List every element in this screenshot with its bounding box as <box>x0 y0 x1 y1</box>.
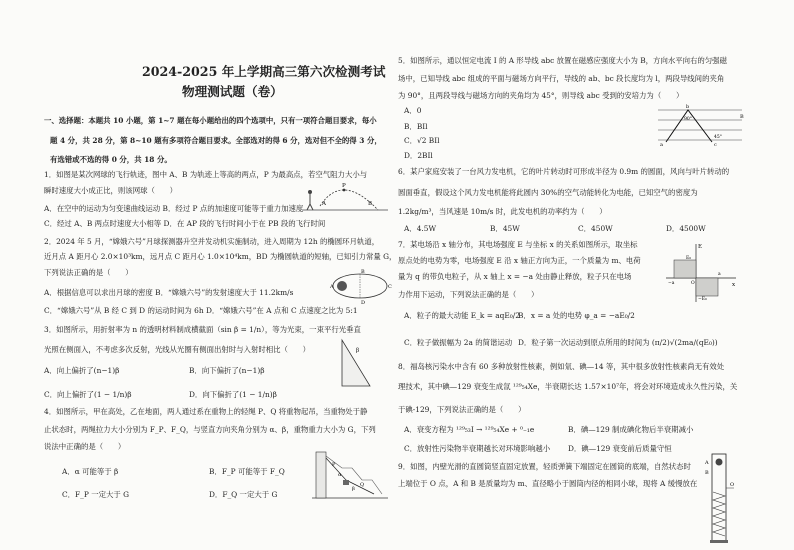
q2-stem-line1: 2．2024 年 5 月，“嫦娥六号”月球探测器升空并发动机实施制动，进入周期为 12h 的椭圆环月轨道， <box>44 237 380 246</box>
q3-stem-line2: 光照在侧面入，不考虑多次反射，光线从光圈有侧面出射时与入射时相比（ ） <box>44 345 311 354</box>
player-icon <box>307 190 313 210</box>
e-field-graph-figure <box>660 240 738 306</box>
fig1-label-p: P <box>342 183 346 189</box>
prism-figure <box>336 338 376 388</box>
q2-options-row2: C．“嫦娥六号”从 B 经 C 到 D 的运动时间为 6h D．“嫦娥六号”在 A 点和 C 点速度之比为 5:1 <box>44 306 358 315</box>
q7-stem-line2: 原点处的电势为零，电场强度 E 沿 x 轴正方向为正，一个质量为 m、电荷 <box>398 256 641 265</box>
q8-stem-line1: 8．福岛核污染水中含有 60 多种放射性核素，例如氚、碘—14 等，其中很多放射性核素尚无有效处 <box>398 362 725 371</box>
fig7-e0: E₀ <box>686 256 692 261</box>
q7-stem-line1: 7．某电场沿 x 轴分布，其电场强度 E 与坐标 x 的关系如图所示，取坐标 <box>398 240 638 249</box>
q6-stem-line1: 6．某户家庭安装了一台风力发电机，它的叶片转动时可形成半径为 0.9m 的圆面，风向与叶片转动的 <box>398 167 730 176</box>
fig5-angle-90: 90° <box>684 117 692 122</box>
q1-stem-line1: 1．如图是某次网球的飞行轨迹，图中 A、B 为轨迹上等高的两点，P 为最高点，若空气阻力大小与 <box>44 170 368 179</box>
section1-line3: 有选错或不选的得 0 分，共 18 分。 <box>50 155 172 164</box>
fig4-label-p: P <box>332 462 336 468</box>
q5-option-d: D．2BIl <box>404 151 433 160</box>
q7-option-c: C．粒子做振幅为 2a 的简谐运动 <box>404 338 513 347</box>
exam-subtitle: 物理测试题（卷） <box>182 84 283 99</box>
fig4-label-q: Q <box>360 482 365 488</box>
q2-stem-line3: 下列说法正确的是（ ） <box>44 268 133 277</box>
q4-stem-line2: 止状态时，两绳拉力大小分别为 F_P、F_Q，与竖直方向夹角分别为 α、β，重物重力大小为 G，下列 <box>44 425 376 434</box>
lifting-figure <box>312 450 388 500</box>
spring-tube-figure <box>704 452 736 544</box>
q4-stem-line1: 4．如图所示，甲在高处，乙在地面，两人通过系在重物上的轻绳 P、Q 将重物起吊，当重物处于静 <box>44 407 368 416</box>
q8-stem-line3: 于碘-129，下列说法正确的是（ ） <box>398 405 526 414</box>
fig2-label-c: C <box>388 284 392 290</box>
q8-option-b: B．碘—129 制成碘化物后半衰期减小 <box>568 425 694 434</box>
q2-options-row1: A．根据信息可以求出月球的密度 B．“嫦娥六号”的发射速度大于 11.2km/s <box>44 288 294 297</box>
q2-stem-line2: 近月点 A 距月心 2.0×10³km，远月点 C 距月心 1.0×10⁴km，BD 为椭圆轨道的短轴，已知引力常量 G， <box>44 252 397 261</box>
q7-stem-line4: 力作用下运动，下列说法正确的是（ ） <box>398 290 539 299</box>
q6-option-b: B．45W <box>490 224 520 233</box>
q5-option-b: B．BIl <box>404 122 428 131</box>
q5-stem-line2: 场中，已知导线 abc 组成的平面与磁场方向平行，导线的 ab、bc 段长度均为 l，两段导线间的夹角 <box>398 74 725 83</box>
q3-option-a: A．向上偏折了(n−1)β <box>44 366 120 375</box>
fig3-beta: β <box>356 348 360 354</box>
lunar-orbit-figure <box>330 269 392 306</box>
fig5-angle-45: 45° <box>714 135 722 140</box>
fig5-label-a: a <box>660 142 663 148</box>
q7-option-b: B．x = a 处的电势 φ_a = −aE₀/2 <box>518 311 635 320</box>
fig1-label-b: B <box>368 201 373 207</box>
fig7-axis-e: E <box>698 244 703 250</box>
q1-options-row2: C．经过 A、B 两点时速度大小相等 D．在 AP 段的飞行时间小于在 PB 段的飞行时间 <box>44 219 326 228</box>
q3-option-d: D．向下偏折了(1 − 1/n)β <box>189 390 277 399</box>
q4-option-b: B．F_P 可能等于 F_Q <box>209 467 285 476</box>
q6-option-d: D．4500W <box>666 224 706 233</box>
exam-title: 2024-2025 年上学期高三第六次检测考试 <box>142 64 386 79</box>
q3-option-b: B．向下偏折了(n−1)β <box>189 366 265 375</box>
fig9-label-b: B <box>705 470 709 476</box>
fig4-label-beta: β <box>352 486 355 492</box>
q9-stem-line2: 上端位于 O 点，A 和 B 是质量均为 m、直径略小于圆筒内径的相同小球，现将 A 缓慢放在 <box>398 479 698 488</box>
q1-options-row1: A．在空中的运动为匀变速曲线运动 B．经过 P 点的加速度可能等于重力加速度 <box>44 204 304 213</box>
fig7-a: a <box>718 272 721 277</box>
q5-option-a: A．0 <box>404 106 422 115</box>
q9-stem-line1: 9．如图，内壁光滑的直圆筒竖直固定放置，轻质弹簧下端固定在圆筒的底端，自然状态时 <box>398 462 691 471</box>
fig5-label-field: B <box>740 114 744 120</box>
fig4-label-alpha: α <box>338 472 342 478</box>
fig7-origin: O <box>691 281 695 286</box>
q4-option-d: D．F_Q 一定大于 G <box>209 490 278 499</box>
q7-option-a: A．粒子的最大动能 E_k = aqE₀/2 <box>404 311 520 320</box>
fig2-label-b: B <box>361 269 365 275</box>
q4-stem-line3: 说法中正确的是（ ） <box>44 442 126 451</box>
fig7-axis-x: x <box>732 282 736 288</box>
q4-option-a: A．α 可能等于 β <box>62 467 119 476</box>
q8-option-c: C．放射性污染物半衰期越长对环境影响越小 <box>404 444 551 453</box>
q6-option-a: A．4.5W <box>404 224 437 233</box>
fig2-label-a: A <box>330 284 334 290</box>
section1-line1: 一、选择题：本题共 10 小题，第 1~7 题在每小题给出的四个选项中，只有一项符合题目要求，每小 <box>44 116 377 125</box>
fig2-label-d: D <box>361 300 366 306</box>
q5-option-c: C．√2 BIl <box>404 136 440 145</box>
q4-option-c: C．F_P 一定大于 G <box>62 490 130 499</box>
q8-option-a: A．衰变方程为 ¹²⁹₅₃I → ¹²⁹₅₄Xe + ⁰₋₁e <box>404 425 535 434</box>
q8-option-d: D．碘—129 衰变前后质量守恒 <box>568 444 672 453</box>
fig7-neg-e0: −E₀ <box>698 297 707 302</box>
q7-option-d: D．粒子第一次运动到原点所用的时间为 (π/2)√(2ma/(qE₀)) <box>518 338 718 347</box>
q7-stem-line3: 量为 q 的带负电粒子，从 x 轴上 x = −a 处由静止释放，粒子只在电场 <box>398 272 632 281</box>
q6-option-c: C．450W <box>578 224 613 233</box>
fig5-label-b: b <box>686 104 690 110</box>
tennis-trajectory-figure <box>302 178 390 212</box>
fig7-neg-a: −a <box>668 281 675 286</box>
fig5-label-c: c <box>714 142 717 148</box>
q8-stem-line2: 理技术，其中碘—129 衰变生成氙 ¹²⁹₅₄Xe，半衰期长达 1.57×10⁷年，将会对环境造成永久性污染，关 <box>398 382 738 391</box>
q3-option-c: C．向上偏折了(1 − 1/n)β <box>44 390 132 399</box>
magnetic-field-figure <box>656 104 746 148</box>
q6-stem-line2: 圆面垂直，假设这个风力发电机能将此圆内 30%的空气动能转化为电能，已知空气的密度为 <box>398 188 698 197</box>
fig9-label-a: A <box>705 460 709 466</box>
q5-stem-line1: 5．如图所示，通以恒定电流 I 的 A 形导线 abc 放置在磁感应强度大小为 B，方向水平向右的匀强磁 <box>398 56 727 65</box>
fig1-label-a: A <box>322 201 326 207</box>
q6-stem-line3: 1.2kg/m³，当风速是 10m/s 时，此发电机的功率约为（ ） <box>398 207 607 216</box>
q5-stem-line3: 为 90°，且两段导线与磁场方向的夹角均为 45°，则导线 abc 受到的安培力为（ ） <box>398 91 684 100</box>
q3-stem-line1: 3．如图所示，用折射率为 n 的透明材料制成横截面（sin β = 1/n），等为光束，一束平行光垂直 <box>44 325 361 334</box>
section1-line2: 题 4 分，共 28 分，第 8~10 题有多项符合题目要求。全部选对的得 6 分，选对但不全的得 3 分， <box>50 136 382 145</box>
q1-stem-line2: 瞬时速度大小成正比，则该网球（ ） <box>44 186 178 195</box>
fig9-label-o: O <box>730 482 735 488</box>
